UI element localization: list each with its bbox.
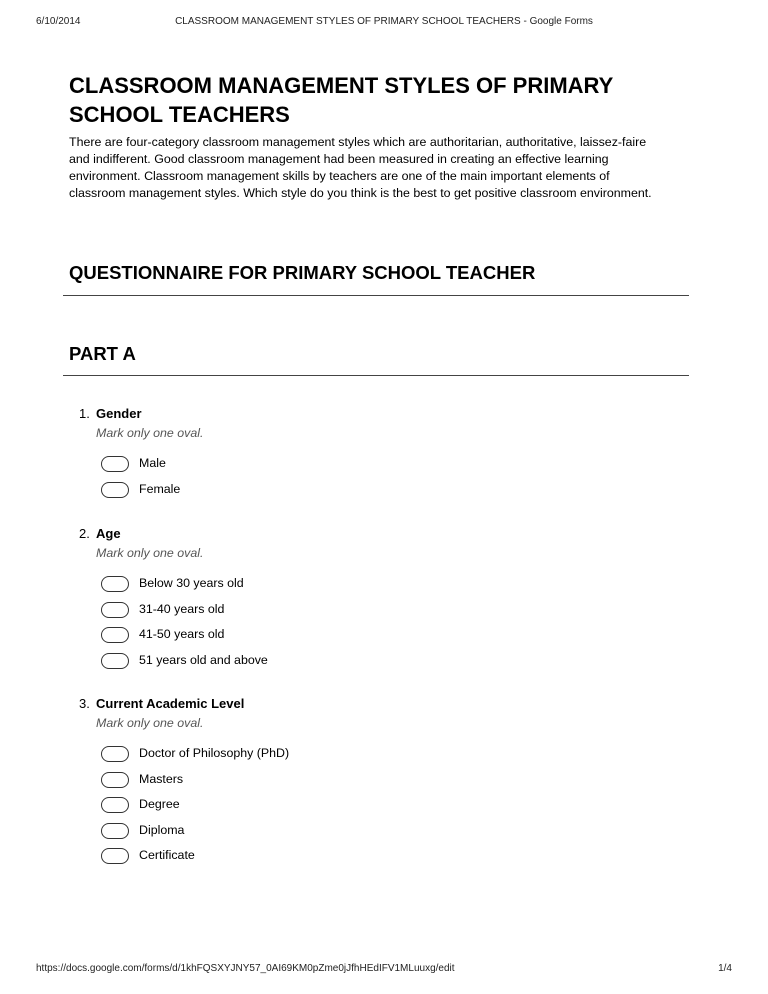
option-label: Female [139, 481, 181, 496]
option-degree[interactable] [79, 796, 679, 822]
option-label: Diploma [139, 822, 185, 837]
radio-oval[interactable] [101, 848, 129, 864]
question-help: Mark only one oval. [96, 546, 204, 560]
option-masters[interactable] [79, 771, 679, 797]
radio-oval[interactable] [101, 627, 129, 643]
radio-oval[interactable] [101, 797, 129, 813]
form-title [69, 71, 669, 129]
radio-oval[interactable] [101, 482, 129, 498]
question-title [79, 526, 679, 544]
page-number: 1/4 [718, 963, 732, 974]
question-title [79, 696, 679, 714]
print-url: https://docs.google.com/forms/d/1khFQSXYJNY57_0AI69KM0pZme0jJfhHEdIFV1MLuuxg/edit [36, 963, 455, 974]
question-title [79, 406, 679, 424]
section-questionnaire [63, 262, 689, 296]
option-51-above[interactable] [79, 652, 679, 678]
question-number: 1. [79, 406, 90, 421]
option-label: Certificate [139, 848, 195, 862]
question-academic-level [79, 696, 679, 873]
option-below-30[interactable] [79, 575, 679, 601]
option-certificate[interactable] [79, 847, 679, 873]
radio-oval[interactable] [101, 576, 129, 592]
radio-oval[interactable] [101, 823, 129, 839]
option-41-50[interactable] [79, 626, 679, 652]
question-label: Age [96, 526, 121, 541]
option-31-40[interactable] [79, 601, 679, 627]
question-age [79, 526, 679, 677]
question-number: 3. [79, 696, 90, 711]
option-label: Male [139, 456, 166, 470]
option-female[interactable] [79, 481, 679, 507]
radio-oval[interactable] [101, 456, 129, 472]
form-title-line2: SCHOOL TEACHERS [69, 102, 290, 127]
section-part-a [63, 343, 689, 376]
print-title: CLASSROOM MANAGEMENT STYLES OF PRIMARY SCHOOL TEACHERS - Google Forms [175, 16, 593, 27]
option-male[interactable] [79, 455, 679, 481]
option-label: Doctor of Philosophy (PhD) [139, 746, 290, 760]
print-date: 6/10/2014 [36, 16, 81, 27]
option-label: 31-40 years old [139, 601, 225, 616]
option-label: Masters [139, 771, 184, 786]
option-label: 51 years old and above [139, 652, 268, 667]
section-title: QUESTIONNAIRE FOR PRIMARY SCHOOL TEACHER [69, 262, 536, 283]
question-help: Mark only one oval. [96, 716, 204, 730]
option-phd[interactable] [79, 745, 679, 771]
option-diploma[interactable] [79, 822, 679, 848]
radio-oval[interactable] [101, 653, 129, 669]
question-gender [79, 406, 679, 506]
option-label: 41-50 years old [139, 627, 225, 641]
form-title-line1: CLASSROOM MANAGEMENT STYLES OF PRIMARY [69, 73, 614, 98]
section-title: PART A [69, 343, 136, 364]
radio-oval[interactable] [101, 602, 129, 618]
form-description: There are four-category classroom management styles which are authoritarian, authoritative, laissez-faire and indifferent. Good classroom management had been measured in creating an effective learning environment. Classroom management skills by teachers are one of the main important elements of classroom management styles. Which style do you think is the best to get positive classroom environment. [69, 135, 652, 200]
option-label: Below 30 years old [139, 576, 244, 590]
option-label: Degree [139, 797, 180, 811]
radio-oval[interactable] [101, 746, 129, 762]
question-label: Current Academic Level [96, 696, 245, 711]
question-label: Gender [96, 406, 142, 421]
radio-oval[interactable] [101, 772, 129, 788]
question-help: Mark only one oval. [96, 426, 204, 440]
question-number: 2. [79, 526, 90, 541]
